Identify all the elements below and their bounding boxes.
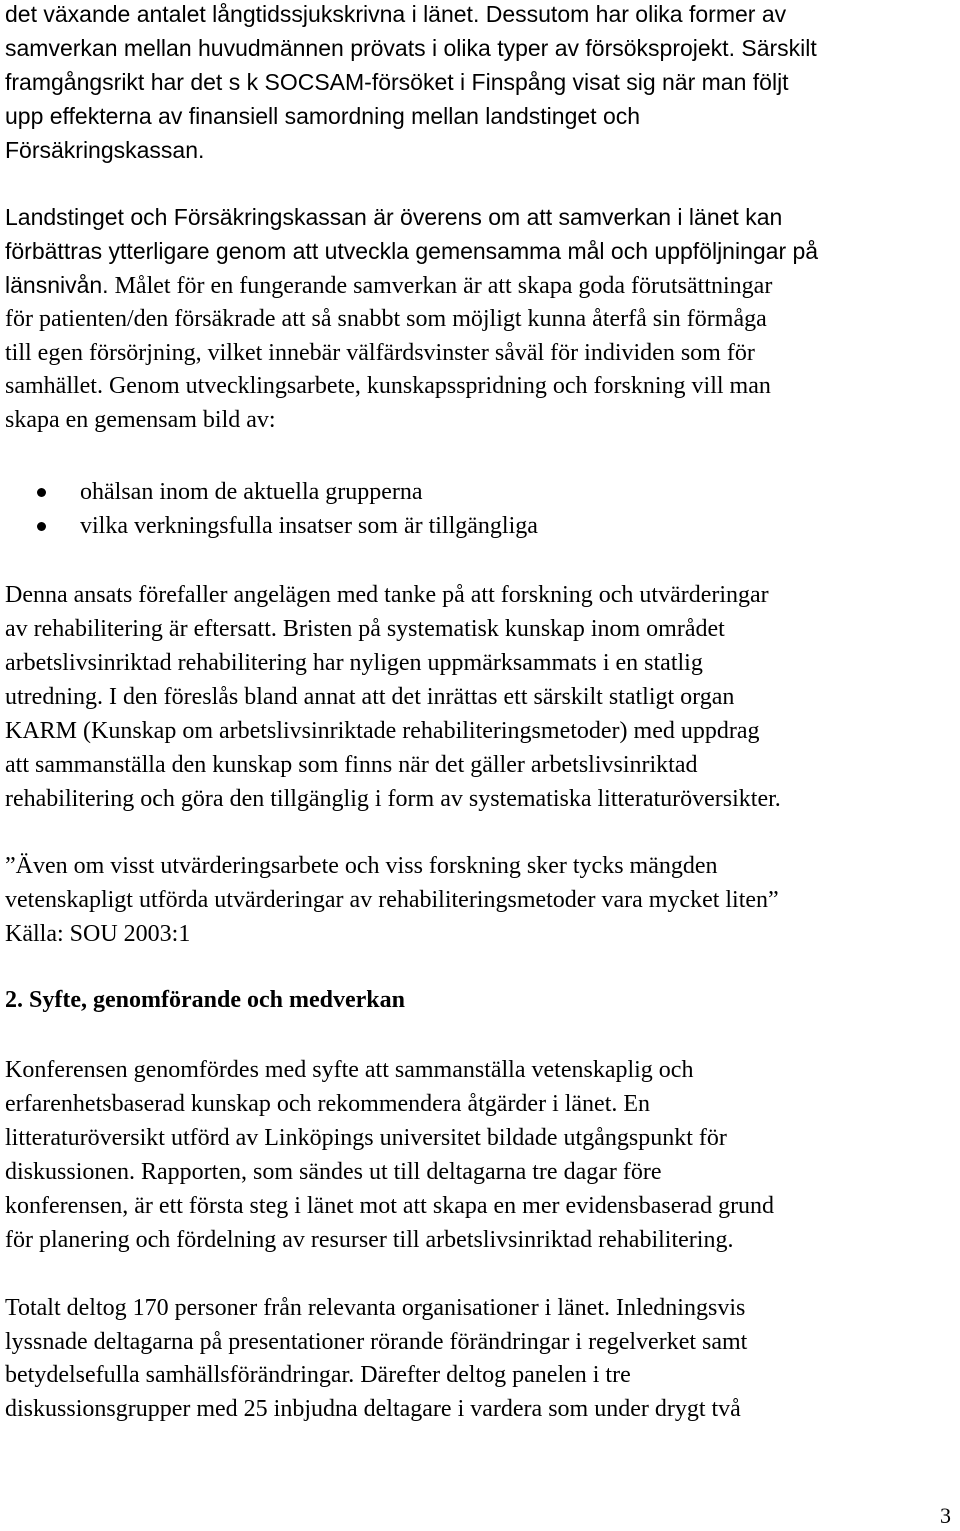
text-line: samhället. Genom utvecklingsarbete, kunskapsspridning och forskning vill man (5, 373, 771, 399)
bullet-icon (37, 522, 46, 531)
text-line: Försäkringskassan. (5, 137, 205, 163)
text-line-mixed (5, 268, 772, 302)
text-line: betydelsefulla samhällsförändringar. Därefter deltog panelen i tre (5, 1362, 631, 1388)
text-line: av rehabilitering är eftersatt. Bristen på systematisk kunskap inom området (5, 616, 725, 642)
text-line: förbättras ytterligare genom att utveckla gemensamma mål och uppföljningar på (5, 238, 819, 264)
text-line: Denna ansats förefaller angelägen med tanke på att forskning och utvärderingar (5, 582, 769, 608)
text-line: utredning. I den föreslås bland annat att det inrättas ett särskilt statligt organ (5, 684, 735, 710)
text-line: framgångsrikt har det s k SOCSAM-försöket i Finspång visat sig när man följt (5, 69, 789, 95)
text-line: det växande antalet långtidssjukskrivna i länet. Dessutom har olika former av (5, 1, 787, 27)
text-line: Landstinget och Försäkringskassan är överens om att samverkan i länet kan (5, 204, 783, 230)
text-span: länsnivån. (5, 272, 109, 298)
text-line: KARM (Kunskap om arbetslivsinriktade rehabiliteringsmetoder) med uppdrag (5, 718, 760, 744)
text-line: litteraturöversikt utförd av Linköpings universitet bildade utgångspunkt för (5, 1125, 727, 1151)
list-item-text: vilka verkningsfulla insatser som är tillgängliga (80, 513, 538, 539)
text-line: skapa en gemensam bild av: (5, 407, 276, 433)
section-heading: 2. Syfte, genomförande och medverkan (5, 987, 405, 1013)
text-line: erfarenhetsbaserad kunskap och rekommendera åtgärder i länet. En (5, 1091, 651, 1117)
list-item-text: ohälsan inom de aktuella grupperna (80, 479, 423, 505)
text-line: för planering och fördelning av resurser till arbetslivsinriktad rehabilitering. (5, 1227, 734, 1253)
text-line: till egen försörjning, vilket innebär välfärdsvinster såväl för individen som för (5, 340, 755, 366)
text-line: lyssnade deltagarna på presentationer rörande förändringar i regelverket samt (5, 1329, 748, 1355)
quote-line: ”Även om visst utvärderingsarbete och viss forskning sker tycks mängden (5, 853, 718, 879)
text-line: konferensen, är ett första steg i länet mot att skapa en mer evidensbaserad grund (5, 1193, 775, 1219)
text-line: för patienten/den försäkrade att så snabbt som möjligt kunna återfå sin förmåga (5, 306, 767, 332)
text-line: att sammanställa den kunskap som finns när det gäller arbetslivsinriktad (5, 752, 698, 778)
bullet-icon (37, 488, 46, 497)
text-line: Totalt deltog 170 personer från relevanta organisationer i länet. Inledningsvis (5, 1295, 746, 1321)
text-line: diskussionsgrupper med 25 inbjudna deltagare i vardera som under drygt två (5, 1396, 741, 1422)
text-line: diskussionen. Rapporten, som sändes ut till deltagarna tre dagar före (5, 1159, 662, 1185)
page-number: 3 (940, 1503, 951, 1528)
text-line: samverkan mellan huvudmännen prövats i olika typer av försöksprojekt. Särskilt (5, 35, 817, 61)
text-line: rehabilitering och göra den tillgänglig i form av systematiska litteraturöversikter. (5, 786, 781, 812)
text-span: Målet för en fungerande samverkan är att skapa goda förutsättningar (108, 273, 773, 299)
quote-line: vetenskapligt utförda utvärderingar av rehabiliteringsmetoder vara mycket liten” (5, 887, 779, 913)
quote-source: Källa: SOU 2003:1 (5, 921, 191, 947)
text-line: Konferensen genomfördes med syfte att sammanställa vetenskaplig och (5, 1057, 694, 1083)
text-line: upp effekterna av finansiell samordning mellan landstinget och (5, 103, 641, 129)
text-line: arbetslivsinriktad rehabilitering har nyligen uppmärksammats i en statlig (5, 650, 703, 676)
